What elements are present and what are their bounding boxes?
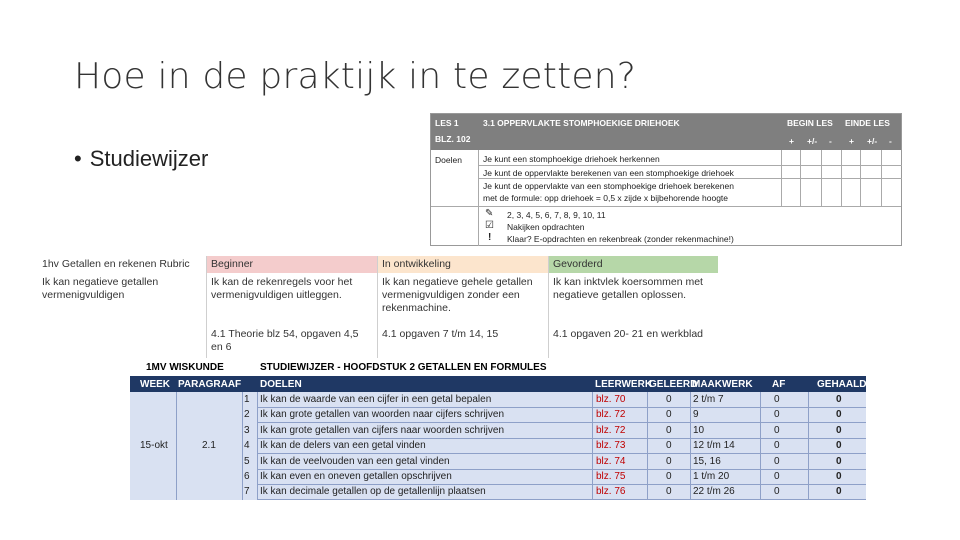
scale-end-minus: - [889, 136, 892, 146]
divider [479, 178, 902, 179]
row-6-nr: 6 [244, 471, 250, 482]
scale-begin-minus: - [829, 136, 832, 146]
row-2-maakwerk: 9 [693, 409, 699, 421]
row-3-leerwerk: blz. 72 [596, 424, 626, 436]
task-3: Klaar? E-opdrachten en rekenbreak (zonder rekenmachine!) [507, 234, 734, 244]
rubric-level-in-ontwikkeling [378, 256, 548, 358]
level-task: 4.1 opgaven 7 t/m 14, 15 [382, 328, 499, 340]
row-6-af: 0 [774, 471, 780, 482]
row-1-af: 0 [774, 394, 780, 405]
rubric-title: 1hv Getallen en rekenen Rubric [42, 258, 190, 270]
doel-3: Je kunt de oppervlakte van een stomphoekige driehoek berekenen [483, 181, 734, 191]
begin-les-label: BEGIN LES [787, 118, 833, 128]
row-7-nr: 7 [244, 486, 250, 498]
scale-begin-mid: +/- [807, 136, 818, 146]
row-5-geleerd: 0 [666, 455, 672, 467]
doelen-label: Doelen [435, 155, 462, 165]
studiewijzer-screenshot [130, 358, 866, 500]
row-3-doel: Ik kan grote getallen van cijfers naar woorden schrijven [260, 424, 505, 436]
row-7-af: 0 [774, 486, 780, 498]
rubric-intro-column [38, 256, 206, 358]
week-cell: 15-okt [140, 440, 168, 451]
pencil-icon: ✎ [485, 208, 494, 219]
studiewijzer-header-row [130, 376, 866, 392]
level-name: Gevorderd [549, 256, 718, 273]
row-2-leerwerk: blz. 72 [596, 409, 626, 421]
divider [431, 206, 901, 207]
rubric-level-gevorderd [549, 256, 718, 358]
les-table-screenshot [430, 113, 902, 246]
bullet-dot: • [74, 146, 82, 171]
row-6-geleerd: 0 [666, 471, 672, 482]
rubric-level-beginner [207, 256, 377, 358]
studiewijzer-body [130, 392, 866, 500]
divider [479, 165, 902, 166]
divider [257, 392, 258, 500]
les-label: LES 1 [435, 118, 459, 128]
header-geleerd: GELEERD [649, 379, 698, 390]
header-doelen: DOELEN [260, 379, 302, 390]
row-4-geleerd: 0 [666, 440, 672, 452]
row-5-doel: Ik kan de veelvouden van een getal vinden [260, 455, 450, 467]
header-paragraaf: PARAGRAAF [178, 379, 242, 390]
row-4-nr: 4 [244, 440, 250, 452]
doel-2: Je kunt de oppervlakte berekenen van een stomphoekige driehoek [483, 168, 734, 178]
header-af: AF [772, 379, 786, 390]
row-5-maakwerk: 15, 16 [693, 455, 721, 467]
task-2: Nakijken opdrachten [507, 222, 585, 232]
divider [760, 392, 761, 500]
row-3-af: 0 [774, 424, 780, 436]
row-4-af: 0 [774, 440, 780, 452]
checkbox-icon: ☑ [485, 220, 494, 231]
row-4-gehaald: 0 [836, 440, 842, 452]
doel-1: Je kunt een stomphoekige driehoek herkennen [483, 154, 660, 164]
scale-end-mid: +/- [867, 136, 878, 146]
row-6-gehaald: 0 [836, 471, 842, 482]
rubric-screenshot [38, 256, 718, 358]
row-2-doel: Ik kan grote getallen van woorden naar cijfers schrijven [260, 409, 505, 421]
divider [690, 392, 691, 500]
blz-label: BLZ. 102 [435, 134, 471, 144]
einde-les-label: EINDE LES [845, 118, 890, 128]
level-name: Beginner [207, 256, 377, 273]
row-1-maakwerk: 2 t/m 7 [693, 394, 724, 405]
rubric-intro: Ik kan negatieve getallen vermenigvuldigen [42, 276, 159, 301]
divider [176, 392, 177, 500]
row-4-doel: Ik kan de delers van een getal vinden [260, 440, 426, 452]
doel-4: met de formule: opp driehoek = 0,5 x zijde x bijbehorende hoogte [483, 193, 729, 203]
les-topic: 3.1 OPPERVLAKTE STOMPHOEKIGE DRIEHOEK [483, 118, 680, 128]
scale-end-plus: + [849, 136, 854, 146]
row-2-geleerd: 0 [666, 409, 672, 421]
task-1: 2, 3, 4, 5, 6, 7, 8, 9, 10, 11 [507, 210, 606, 220]
exclamation-icon: ! [488, 232, 492, 243]
row-3-maakwerk: 10 [693, 424, 705, 436]
row-6-maakwerk: 1 t/m 20 [693, 471, 730, 482]
row-2-nr: 2 [244, 409, 250, 421]
divider [647, 392, 648, 500]
level-text: Ik kan negatieve gehele getallen vermenigvuldigen zonder een rekenmachine. [382, 276, 533, 314]
row-7-doel: Ik kan decimale getallen op de getallenlijn plaatsen [260, 486, 486, 498]
row-1-geleerd: 0 [666, 394, 672, 405]
row-1-gehaald: 0 [836, 394, 842, 405]
row-divider [257, 499, 866, 500]
row-5-leerwerk: blz. 74 [596, 455, 626, 467]
row-1-nr: 1 [244, 394, 250, 405]
level-text: Ik kan de rekenregels voor het vermenigvuldigen uitleggen. [211, 276, 353, 301]
row-2-gehaald: 0 [836, 409, 842, 421]
row-3-nr: 3 [244, 424, 250, 436]
les-header [431, 114, 901, 150]
row-7-leerwerk: blz. 76 [596, 486, 626, 498]
divider [242, 392, 243, 500]
header-week: WEEK [140, 379, 170, 390]
row-5-af: 0 [774, 455, 780, 467]
row-6-doel: Ik kan even en oneven getallen opschrijven [260, 471, 452, 482]
level-task: 4.1 opgaven 20- 21 en werkblad [553, 328, 704, 340]
header-leerwerk: LEERWERK [595, 379, 653, 390]
row-4-maakwerk: 12 t/m 14 [693, 440, 735, 452]
row-5-gehaald: 0 [836, 455, 842, 467]
row-1-doel: Ik kan de waarde van een cijfer in een getal bepalen [260, 394, 492, 405]
course-label: 1MV WISKUNDE [146, 362, 224, 373]
paragraaf-cell: 2.1 [202, 440, 216, 451]
row-7-gehaald: 0 [836, 486, 842, 498]
bullet-text: Studiewijzer [89, 146, 209, 171]
row-2-af: 0 [774, 409, 780, 421]
row-3-geleerd: 0 [666, 424, 672, 436]
scale-begin-plus: + [789, 136, 794, 146]
slide-title: Hoe in de praktijk in te zetten? [74, 56, 637, 97]
bullet-item [74, 146, 208, 172]
level-text: Ik kan inktvlek koersommen met negatieve getallen oplossen. [553, 276, 703, 301]
header-gehaald: GEHAALD [817, 379, 867, 390]
level-task: 4.1 Theorie blz 54, opgaven 4,5 en 6 [211, 328, 359, 353]
row-3-gehaald: 0 [836, 424, 842, 436]
row-7-maakwerk: 22 t/m 26 [693, 486, 735, 498]
row-7-geleerd: 0 [666, 486, 672, 498]
row-5-nr: 5 [244, 455, 250, 467]
level-name: In ontwikkeling [378, 256, 548, 273]
row-6-leerwerk: blz. 75 [596, 471, 626, 482]
header-maakwerk: MAAKWERK [692, 379, 753, 390]
divider [808, 392, 809, 500]
row-4-leerwerk: blz. 73 [596, 440, 626, 452]
divider [592, 392, 593, 500]
studiewijzer-title: STUDIEWIJZER - HOOFDSTUK 2 GETALLEN EN FORMULES [260, 362, 547, 373]
studiewijzer-title-row [130, 358, 866, 376]
row-1-leerwerk: blz. 70 [596, 394, 626, 405]
